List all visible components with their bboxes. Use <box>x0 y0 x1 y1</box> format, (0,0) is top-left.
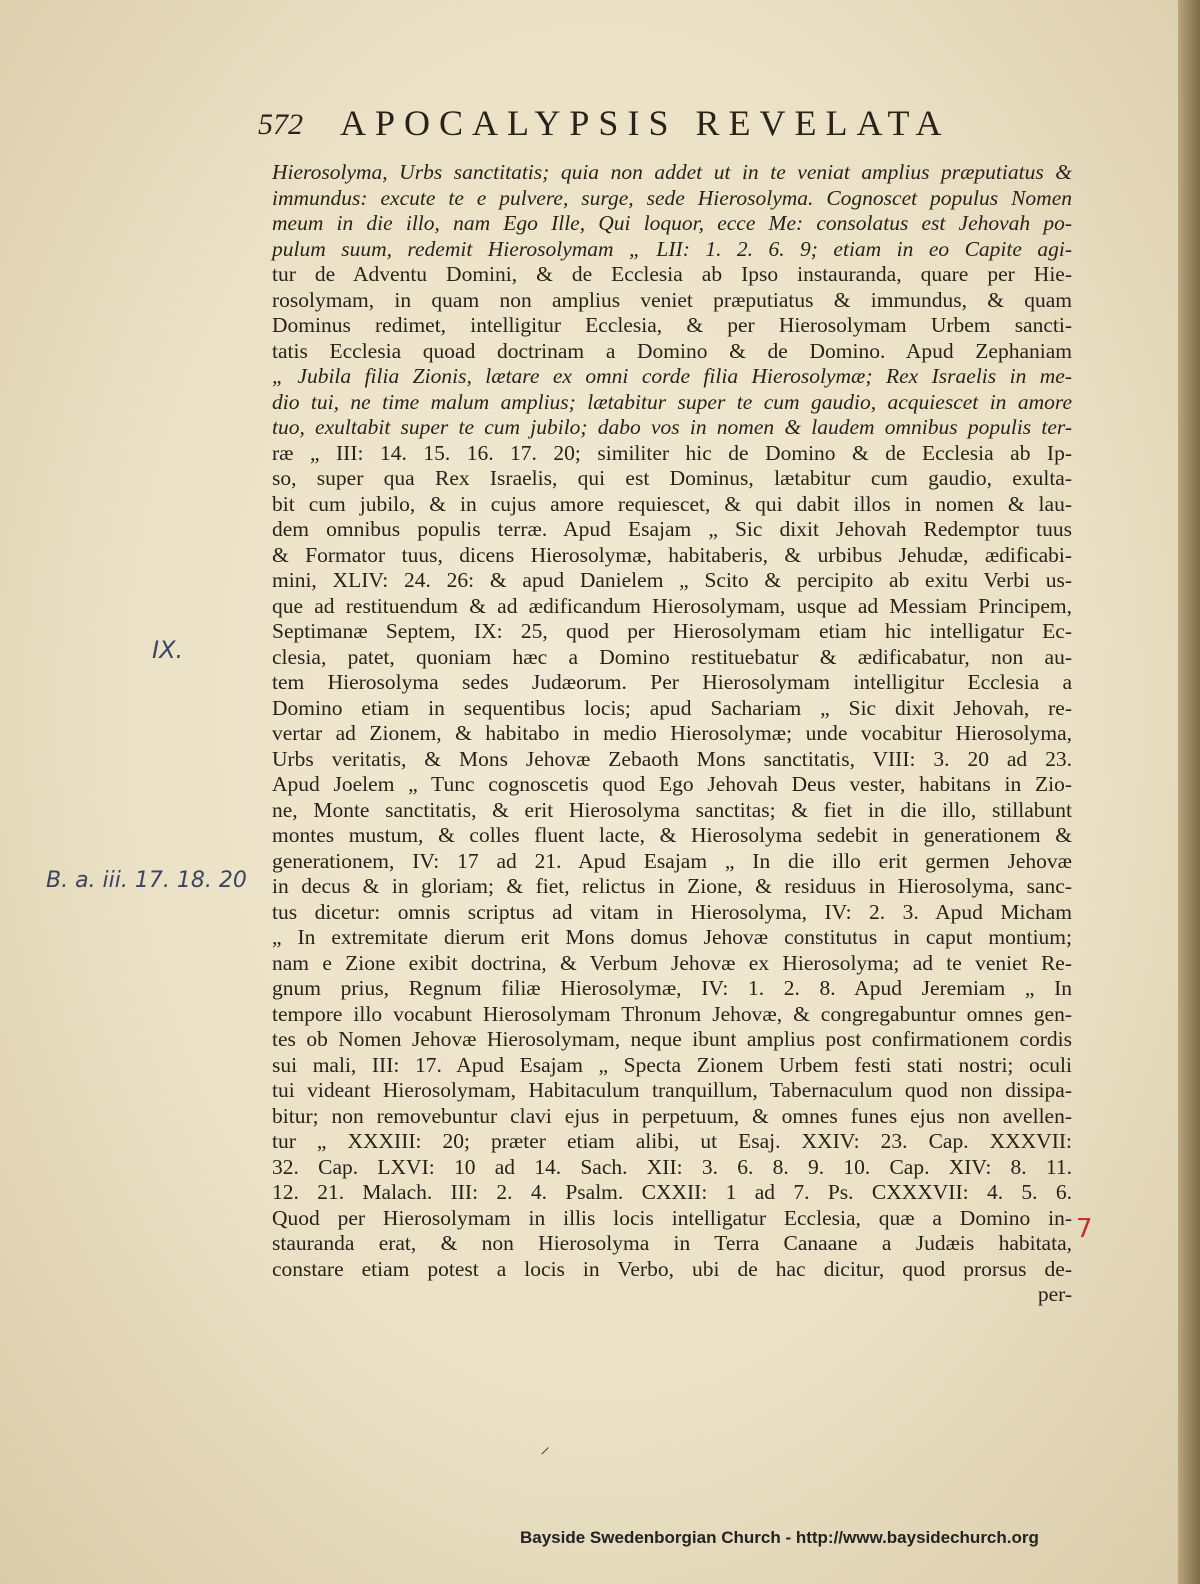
text-line: Domino etiam in sequentibus locis; apud Sachariam „ Sic dixit Jehovah, re- <box>272 695 1072 720</box>
page-number: 572 <box>258 108 303 141</box>
margin-note-ix: IX. <box>152 636 184 664</box>
text-line: & Formator tuus, dicens Hierosolymæ, habitaberis, & urbibus Jehudæ, ædificabi- <box>272 542 1072 567</box>
catchword: per- <box>1037 1282 1072 1306</box>
text-line: Septimanæ Septem, IX: 25, quod per Hierosolymam etiam hic intelligatur Ec- <box>272 619 1072 643</box>
text-line: Quod per Hierosolymam in illis locis intelligatur Ecclesia, quæ a Domino in- <box>272 1205 1072 1230</box>
body-text <box>272 160 1072 1308</box>
text-line: tuo, exultabit super te cum jubilo; dabo vos in nomen & laudem omnibus populis ter- <box>272 415 1072 439</box>
text-line: so, super qua Rex Israelis, qui est Dominus, lætabitur cum gaudio, exulta- <box>272 466 1072 490</box>
text-line: tatis Ecclesia quoad doctrinam a Domino & de Domino. Apud Zephaniam <box>272 338 1072 363</box>
text-line: sui mali, III: 17. Apud Esajam „ Specta Zionem Urbem festi stati nostri; oculi <box>272 1052 1072 1077</box>
text-line: Dominus redimet, intelligitur Ecclesia, & per Hierosolymam Urbem sancti- <box>272 313 1072 337</box>
text-line: immundus: excute te e pulvere, surge, sede Hierosolyma. Cognoscet populus Nomen <box>272 185 1072 210</box>
text-line: vertar ad Zionem, & habitabo in medio Hierosolymæ; unde vocabitur Hierosolyma, <box>272 721 1072 745</box>
text-line: tur „ XXXIII: 20; præter etiam alibi, ut Esaj. XXIV: 23. Cap. XXXVII: <box>272 1129 1072 1153</box>
text-line: nam e Zione exibit doctrina, & Verbum Jehovæ ex Hierosolyma; ad te veniet Re- <box>272 950 1072 975</box>
text-line: meum in die illo, nam Ego Ille, Qui loquor, ecce Me: consolatus est Jehovah po- <box>272 211 1072 235</box>
ink-mark: ⸝ <box>540 1436 550 1458</box>
text-line: stauranda erat, & non Hierosolyma in Terra Canaane a Judæis habitata, <box>272 1231 1072 1255</box>
text-line: pulum suum, redemit Hierosolymam „ LII: 1. 2. 6. 9; etiam in eo Capite agi- <box>272 236 1072 261</box>
text-line: tempore illo vocabunt Hierosolymam Thronum Jehovæ, & congregabuntur omnes gen- <box>272 1001 1072 1026</box>
text-line: „ In extremitate dierum erit Mons domus Jehovæ constitutus in caput montium; <box>272 925 1072 949</box>
margin-note-reference: B. a. iii. 17. 18. 20 <box>46 868 247 893</box>
text-line: „ Jubila filia Zionis, lætare ex omni corde filia Hierosolymæ; Rex Israelis in me- <box>272 364 1072 388</box>
text-line: Apud Joelem „ Tunc cognoscetis quod Ego Jehovah Deus vester, habitans in Zio- <box>272 772 1072 796</box>
text-line: ne, Monte sanctitatis, & erit Hierosolyma sanctitas; & fiet in die illo, stillabunt <box>272 797 1072 822</box>
text-line: constare etiam potest a locis in Verbo, ubi de hac dicitur, quod prorsus de- <box>272 1256 1072 1281</box>
page-edge <box>1178 0 1200 1584</box>
footer-credit: Bayside Swedenborgian Church - http://www.baysidechurch.org <box>520 1528 1039 1547</box>
text-line: dem omnibus populis terræ. Apud Esajam „ Sic dixit Jehovah Redemptor tuus <box>272 517 1072 541</box>
running-head: APOCALYPSIS REVELATA <box>340 103 951 143</box>
text-line: rosolymam, in quam non amplius veniet præputiatus & immundus, & quam <box>272 287 1072 312</box>
text-line: generationem, IV: 17 ad 21. Apud Esajam „ In die illo erit germen Jehovæ <box>272 848 1072 873</box>
text-line: Urbs veritatis, & Mons Jehovæ Zebaoth Mons sanctitatis, VIII: 3. 20 ad 23. <box>272 746 1072 771</box>
text-line: gnum prius, Regnum filiæ Hierosolymæ, IV: 1. 2. 8. Apud Jeremiam „ In <box>272 976 1072 1000</box>
text-line: tur de Adventu Domini, & de Ecclesia ab Ipso instauranda, quare per Hie- <box>272 262 1072 286</box>
text-line: in decus & in gloriam; & fiet, relictus in Zione, & residuus in Hierosolyma, sanc- <box>272 874 1072 898</box>
page-header <box>258 96 1078 156</box>
text-line: clesia, patet, quoniam hæc a Domino restituebatur & ædificabatur, non au- <box>272 644 1072 669</box>
text-line: tui videant Hierosolymam, Habitaculum tranquillum, Tabernaculum quod non dissipa- <box>272 1078 1072 1102</box>
text-line: bitur; non removebuntur clavi ejus in perpetuum, & omnes funes ejus non avellen- <box>272 1103 1072 1128</box>
text-line: tes ob Nomen Jehovæ Hierosolymam, neque ibunt amplius post confirmationem cordis <box>272 1027 1072 1051</box>
text-line: que ad restituendum & ad ædificandum Hierosolymam, usque ad Messiam Principem, <box>272 593 1072 618</box>
text-line: Hierosolyma, Urbs sanctitatis; quia non addet ut in te veniat amplius præputiatus & <box>272 160 1072 184</box>
text-line: dio tui, ne time malum amplius; lætabitur super te cum gaudio, acquiescet in amore <box>272 389 1072 414</box>
text-line: mini, XLIV: 24. 26: & apud Danielem „ Scito & percipito ab exitu Verbi us- <box>272 568 1072 592</box>
margin-note-red: 7 <box>1076 1214 1093 1244</box>
text-line: 12. 21. Malach. III: 2. 4. Psalm. CXXII: 1 ad 7. Ps. CXXXVII: 4. 5. 6. <box>272 1180 1072 1204</box>
text-line: tem Hierosolyma sedes Judæorum. Per Hierosolymam intelligitur Ecclesia a <box>272 670 1072 694</box>
text-line: montes mustum, & colles fluent lacte, & Hierosolyma sedebit in generationem & <box>272 823 1072 847</box>
text-line: bit cum jubilo, & in cujus amore requiescet, & qui dabit illos in nomen & lau- <box>272 491 1072 516</box>
text-line: ræ „ III: 14. 15. 16. 17. 20; similiter hic de Domino & de Ecclesia ab Ip- <box>272 440 1072 465</box>
text-line: tus dicetur: omnis scriptus ad vitam in Hierosolyma, IV: 2. 3. Apud Micham <box>272 899 1072 924</box>
text-line: 32. Cap. LXVI: 10 ad 14. Sach. XII: 3. 6. 8. 9. 10. Cap. XIV: 8. 11. <box>272 1154 1072 1179</box>
